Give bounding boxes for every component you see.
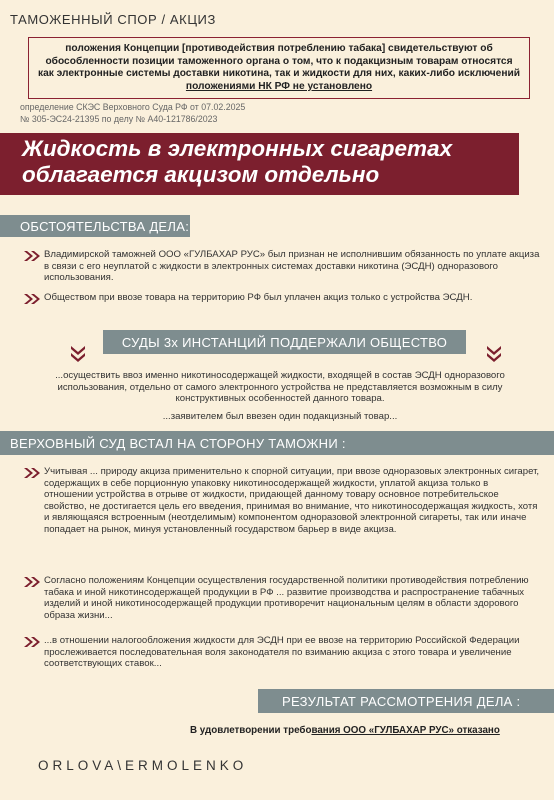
double-chevron-right-icon — [20, 293, 44, 305]
supreme-text: ...в отношении налогообложения жидкости для ЭСДН при ее ввозе на территорию Российской Федерации прослеживается последовательная воля законодателя по взиманию акциза с этого товара и увеличение соответствующих ставок... — [44, 635, 520, 670]
double-chevron-right-icon — [20, 467, 44, 479]
section-supreme-court: ВЕРХОВНЫЙ СУД ВСТАЛ НА СТОРОНУ ТАМОЖНИ : — [0, 431, 554, 455]
brand-logo: ORLOVA\ERMOLENKO — [38, 758, 248, 773]
case-reference — [20, 102, 245, 125]
supreme-text: Согласно положениям Концепции осуществления государственной политики противодействия потреблению табака и иной никотинсодержащей продукции в РФ ... развитие производства и распространение табачных изделий и иной никотиносодержащей продукции противоречит национальным целям в области здорового образа жизни... — [44, 575, 529, 621]
circumstance-text: Обществом при ввозе товара на территорию РФ был уплачен акциз только с устройства ЭСДН. — [44, 292, 473, 303]
section-courts: СУДЫ 3х ИНСТАНЦИЙ ПОДДЕРЖАЛИ ОБЩЕСТВО — [103, 330, 466, 354]
result-text-part1: В удовлетворении требо — [190, 725, 312, 736]
supreme-item — [20, 635, 540, 670]
reference-line-2: № 305-ЭС24-21395 по делу № А40-121786/2023 — [20, 113, 218, 124]
quote-text: положения Концепции [противодействия потреблению табака] свидетельствуют об обособленности позиции таможенного органа о том, что к подакцизным товарам относятся как электронные системы доставки никотина, так и жидкости для них, каких-либо исключений — [37, 43, 521, 80]
result-text-part2: вания ООО «ГУЛБАХАР РУС» отказано — [311, 725, 500, 736]
courts-quote: ...осуществить ввоз именно никотиносодержащей жидкости, входящей в состав ЭСДН одноразового использования, отдельно от самого электронного устройства не представляется возможным в силу конструктивных особенностей данного товара. — [55, 370, 505, 405]
headline-line-2: облагается акцизом отдельно — [22, 162, 380, 187]
double-chevron-right-icon — [20, 636, 44, 648]
quote-box — [28, 37, 530, 99]
double-chevron-down-icon — [486, 344, 502, 364]
circumstance-item — [20, 249, 540, 284]
circumstance-text: Владимирской таможней ООО «ГУЛБАХАР РУС» был признан не исполнившим обязанность по уплате акциза в связи с его неуплатой с жидкости в электронных системах доставки никотина (ЭСДН) одноразового использования. — [44, 249, 540, 284]
reference-line-1: определение СКЭС Верховного Суда РФ от 07.02.2025 — [20, 102, 246, 112]
headline-banner — [0, 133, 519, 195]
courts-quote-2: ...заявителем был ввезен один подакцизный товар... — [162, 411, 398, 422]
circumstance-item — [20, 292, 540, 305]
section-result: РЕЗУЛЬТАТ РАССМОТРЕНИЯ ДЕЛА : — [258, 689, 554, 713]
headline-line-1: Жидкость в электронных сигаретах — [22, 136, 453, 161]
double-chevron-right-icon — [20, 250, 44, 262]
header-title: ТАМОЖЕННЫЙ СПОР / АКЦИЗ — [10, 12, 216, 27]
supreme-item — [20, 466, 540, 536]
section-circumstances: ОБСТОЯТЕЛЬСТВА ДЕЛА: — [0, 215, 190, 237]
supreme-item — [20, 575, 540, 621]
quote-text-underlined: положениями НК РФ не установлено — [185, 80, 373, 92]
supreme-text: Учитывая ... природу акциза применительно к спорной ситуации, при ввозе одноразовых электронных сигарет, содержащих в себе порционную упаковку никотиносодержащей жидкости, уплатой акциза только в отношении устройства в отрыве от жидкости, придающей данному товару основное потребительское свойство, не достигается цель его введения, принимая во внимание, что никотиносодержащая жидкость, хотя и являющаяся встроенным (неотделимым) компонентом одноразовой электронной сигареты, так или иначе попадает на рынок, минуя установленный государством барьер в виде акциза. — [44, 466, 540, 535]
double-chevron-right-icon — [20, 576, 44, 588]
double-chevron-down-icon — [70, 344, 86, 364]
result-text — [190, 725, 500, 736]
